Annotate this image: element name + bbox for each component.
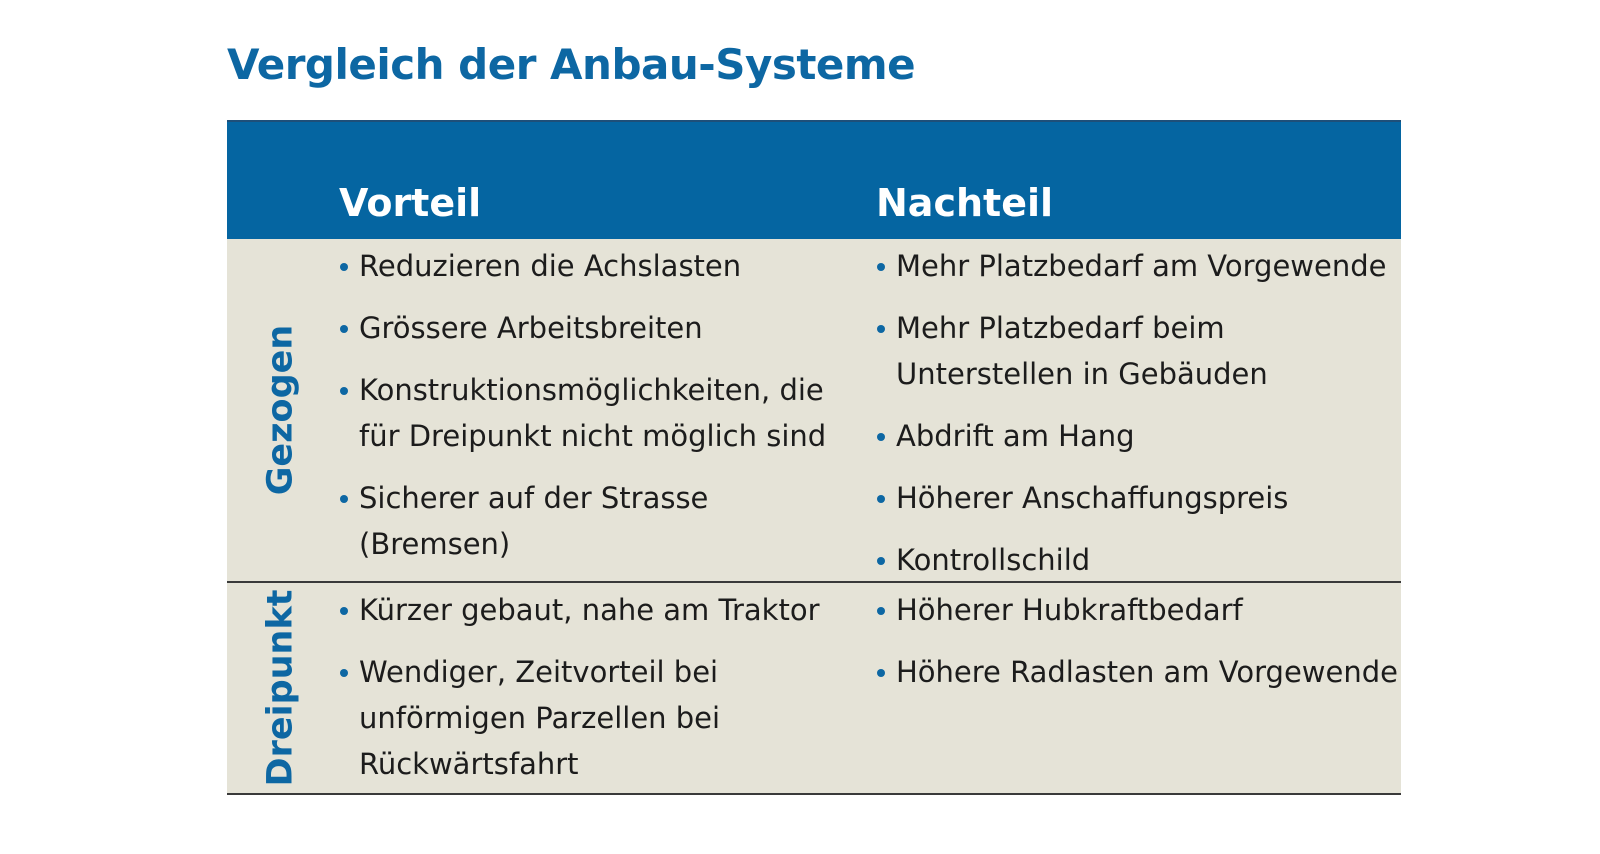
row-label-cell	[227, 583, 333, 793]
list-item: Sicherer auf der Strasse (Bremsen)	[339, 475, 844, 567]
header-vorteil: Vorteil	[339, 181, 482, 225]
list-item: Abdrift am Hang	[876, 413, 1398, 459]
header-nachteil: Nachteil	[876, 181, 1054, 225]
list-item: Wendiger, Zeitvorteil bei unförmigen Parzellen bei Rückwärtsfahrt	[339, 649, 844, 787]
table-row-dreipunkt	[227, 583, 1401, 795]
list-item: Reduzieren die Achslasten	[339, 243, 844, 289]
row-label-gezogen: Gezogen	[260, 324, 300, 496]
row-label-dreipunkt: Dreipunkt	[260, 589, 301, 787]
cell-dreipunkt-vorteil	[339, 587, 844, 803]
list-item: Mehr Platzbedarf beim Unterstellen in Gebäuden	[876, 305, 1398, 397]
list-item: Grössere Arbeitsbreiten	[339, 305, 844, 351]
list-item: Konstruktionsmöglichkeiten, die für Dreipunkt nicht möglich sind	[339, 367, 844, 459]
list-item: Mehr Platzbedarf am Vorgewende	[876, 243, 1398, 289]
list-item: Kürzer gebaut, nahe am Traktor	[339, 587, 844, 633]
list-item: Höherer Anschaffungspreis	[876, 475, 1398, 521]
cell-gezogen-vorteil	[339, 243, 844, 583]
cell-gezogen-nachteil	[876, 243, 1398, 599]
row-label-cell	[227, 239, 333, 581]
comparison-table	[227, 120, 1401, 795]
list-item: Höherer Hubkraftbedarf	[876, 587, 1398, 633]
table-header	[227, 120, 1401, 239]
page-title: Vergleich der Anbau-Systeme	[227, 40, 916, 89]
cell-dreipunkt-nachteil	[876, 587, 1398, 711]
list-item: Kontrollschild	[876, 537, 1398, 583]
list-item: Höhere Radlasten am Vorgewende	[876, 649, 1398, 695]
table-row-gezogen	[227, 239, 1401, 583]
